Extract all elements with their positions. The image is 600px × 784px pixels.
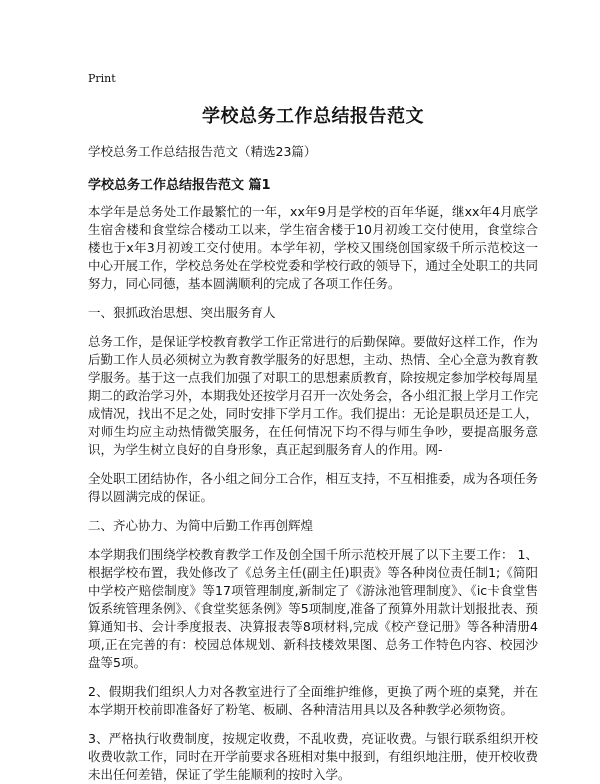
chapter-heading: 学校总务工作总结报告范文 篇1 bbox=[88, 178, 271, 193]
paragraph-teamwork: 全处职工团结协作，各小组之间分工合作，相互支持，不互相推委，成为各项任务得以圆满完成的保证。 bbox=[88, 471, 539, 504]
print-link[interactable]: Print bbox=[88, 72, 116, 85]
paragraph-intro: 本学年是总务处工作最繁忙的一年，xx年9月是学校的百年华诞，继xx年4月底学生宿舍楼和食堂综合楼动工以来，学生宿舍楼于10月初竣工交付使用，食堂综合楼也于x年3月初竣工交付使用。本学年初，学校又围绕创国家级千所示范校这一中心开展工作，学校总务处在学校党委和学校行政的领导下，通过全处职工的共同努力，同心同德，基本圆满顺利的完成了各项工作任务。 bbox=[88, 204, 539, 291]
section-heading-2: 二、齐心协力、为简中后勤工作再创辉煌 bbox=[88, 518, 314, 533]
paragraph-work-1: 本学期我们围绕学校教育教学工作及创全国千所示范校开展了以下主要工作： 1、根据学校布置，我处修改了《总务主任(副主任)职责》等各种岗位责任制1;《简阳中学校产赔偿制度》等17项管理制度,新制定了《游泳池管理制度》、《ic卡食堂售饭系统管理条例》、《食堂奖惩条例》等5项制度,准备了预算外用款计划报批表、预算通知书、会计季度报表、决算报表等8项材料,完成《校产登记册》等各种清册4项,正在完善的有：校园总体规划、新科技楼效果图、总务工作特色内容、校园沙盘等5项。 bbox=[88, 547, 538, 670]
section-heading-1: 一、狠抓政治思想、突出服务育人 bbox=[88, 305, 276, 320]
document-subtitle: 学校总务工作总结报告范文（精选23篇） bbox=[88, 144, 317, 159]
paragraph-work-3: 3、严格执行收费制度，按规定收费，不乱收费，亮证收费。与银行联系组织开校收费收款工作，同时在开学前要求各班相对集中报到，有组织地注册，使开校收费未出任何差错，保证了学生能顺利的按时入学。 bbox=[88, 731, 539, 782]
paragraph-service: 总务工作，是保证学校教育教学工作正常进行的后勤保障。要做好这样工作，作为后勤工作人员必须树立为教育教学服务的好思想，主动、热情、全心全意为教育教学服务。基于这一点我们加强了对职工的思想素质教育，除按规定参加学校每周星期二的政治学习外，本期我处还按学月召开一次处务会，各小组汇报上学月工作完成情况，找出不足之处，同时安排下学月工作。我们提出：无论是职员还是工人，对师生均应主动热情微笑服务，在任何情况下均不得与师生争吵，要提高服务意识，为学生树立良好的自身形象，真正起到服务育人的作用。网- bbox=[88, 334, 539, 457]
paragraph-work-2: 2、假期我们组织人力对各教室进行了全面维护维修，更换了两个班的桌凳，并在本学期开校前即准备好了粉笔、板刷、各种清洁用具以及各种教学必须物资。 bbox=[88, 684, 538, 717]
document-title: 学校总务工作总结报告范文 bbox=[202, 106, 424, 127]
